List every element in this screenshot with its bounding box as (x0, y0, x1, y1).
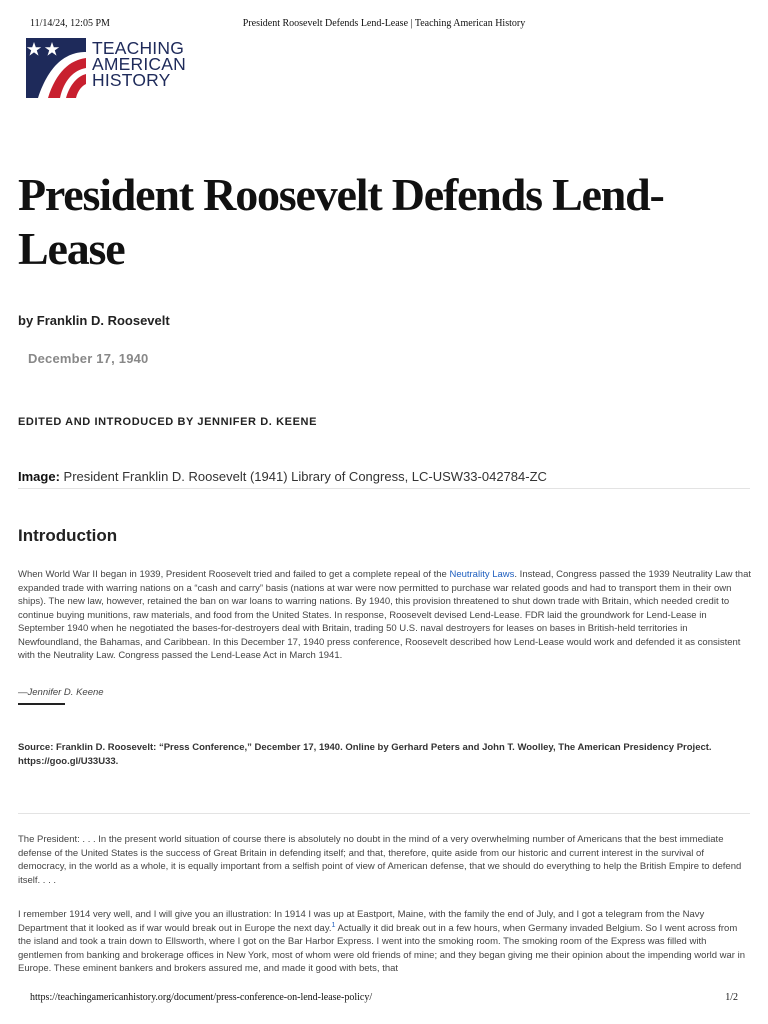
image-credit (18, 469, 547, 484)
intro-paragraph (18, 568, 752, 663)
intro-heading: Introduction (18, 526, 118, 545)
source-citation: Source: Franklin D. Roosevelt: “Press Conference,” December 17, 1940. Online by Gerhard Peters and John T. Woolley, The American Presidency Project. https://goo.gl/U33U33. (18, 742, 712, 767)
print-header (30, 18, 738, 32)
body-paragraph-2-start: I remember 1914 very well, and I will give you an illustration: In 1914 I was up at Eastport, Maine, with the family the end of July, and I got a telegram from the Navy Department that it looked as if war would break out in Europe the next day. (18, 909, 705, 934)
print-page-title: President Roosevelt Defends Lend-Lease | Teaching American History (242, 18, 526, 29)
body-paragraph-2 (18, 908, 752, 976)
intro-text-start: When World War II began in 1939, President Roosevelt tried and failed to get a complete repeal of the (18, 569, 450, 580)
print-url: https://teachingamericanhistory.org/document/press-conference-on-lend-lease-policy/ (30, 992, 373, 1003)
neutrality-laws-link[interactable]: Neutrality Laws (449, 569, 515, 580)
print-footer (30, 992, 738, 1006)
print-page-number: 1/2 (725, 992, 738, 1003)
flag-logo-icon (20, 38, 86, 98)
article-title: President Roosevelt Defends Lend-Lease (18, 169, 664, 274)
body-paragraph-2-end: Actually it did break out in a few hours, when Germany invaded Belgium. So I went across from the island and took a train down to Ellsworth, where I got on the Bar Harbor Express. I went into the smoking room. The smoking room of the Express was filled with gentlemen from banking and brokerage offices in New York, most of whom were old friends of mine; and they began giving me their opinion about the impending world war in Europe. These eminent bankers and brokers assured me, and made it good with bets, that (18, 922, 745, 974)
body-paragraph-1: The President: . . . In the present world situation of course there is absolutely no doubt in the mind of a very overwhelming number of Americans that the best immediate defense of the United States is the success of Great Britain in defending itself; and that, therefore, quite aside from our historic and current interest in the survival of democracy, in the world as a whole, it is equally important from a selfish point of view of American defense, that we should do everything to help the British Empire to defend itself. . . . (18, 834, 742, 886)
divider (18, 488, 750, 489)
logo-line-1: TEACHING (92, 38, 185, 58)
image-credit-text: President Franklin D. Roosevelt (1941) Library of Congress, LC-USW33-042784-ZC (63, 469, 547, 484)
site-logo[interactable] (20, 38, 210, 98)
logo-line-3: HISTORY (92, 70, 171, 90)
intro-signature: —Jennifer D. Keene (18, 687, 104, 698)
print-timestamp: 11/14/24, 12:05 PM (30, 18, 110, 29)
divider (18, 813, 750, 814)
logo-line-2: AMERICAN (92, 54, 186, 74)
image-credit-label: Image: (18, 469, 60, 484)
signature-underline (18, 703, 65, 705)
article-date: December 17, 1940 (28, 351, 149, 366)
intro-text-end: . Instead, Congress passed the 1939 Neutrality Law that expanded trade with warring nations on a “cash and carry” basis (nations at war were now permitted to purchase war related goods and had to transport them in their own ships). The new law, however, retained the ban on war loans to warring nations. By 1940, this provision threatened to shut down trade with Britain, which needed credit to continue buying munitions, raw materials, and food from the United States. In response, Roosevelt devised Lend-Lease. FDR laid the groundwork for Lend-Lease in September 1940 when he negotiated the bases-for-destroyers deal with Britain, trading 50 U.S. naval destroyers for leases on bases in British-held territories in Newfoundland, the Bahamas, and Caribbean. In this December 17, 1940 press conference, Roosevelt described how Lend-Lease would work and defended it as consistent with the Neutrality Law. Congress passed the Lend-Lease Act in March 1941. (18, 569, 751, 661)
article-editor: EDITED AND INTRODUCED BY JENNIFER D. KEENE (18, 416, 318, 428)
logo-wordmark (92, 40, 186, 88)
footnote-link[interactable]: 1 (331, 921, 336, 929)
article-byline: by Franklin D. Roosevelt (18, 313, 170, 328)
